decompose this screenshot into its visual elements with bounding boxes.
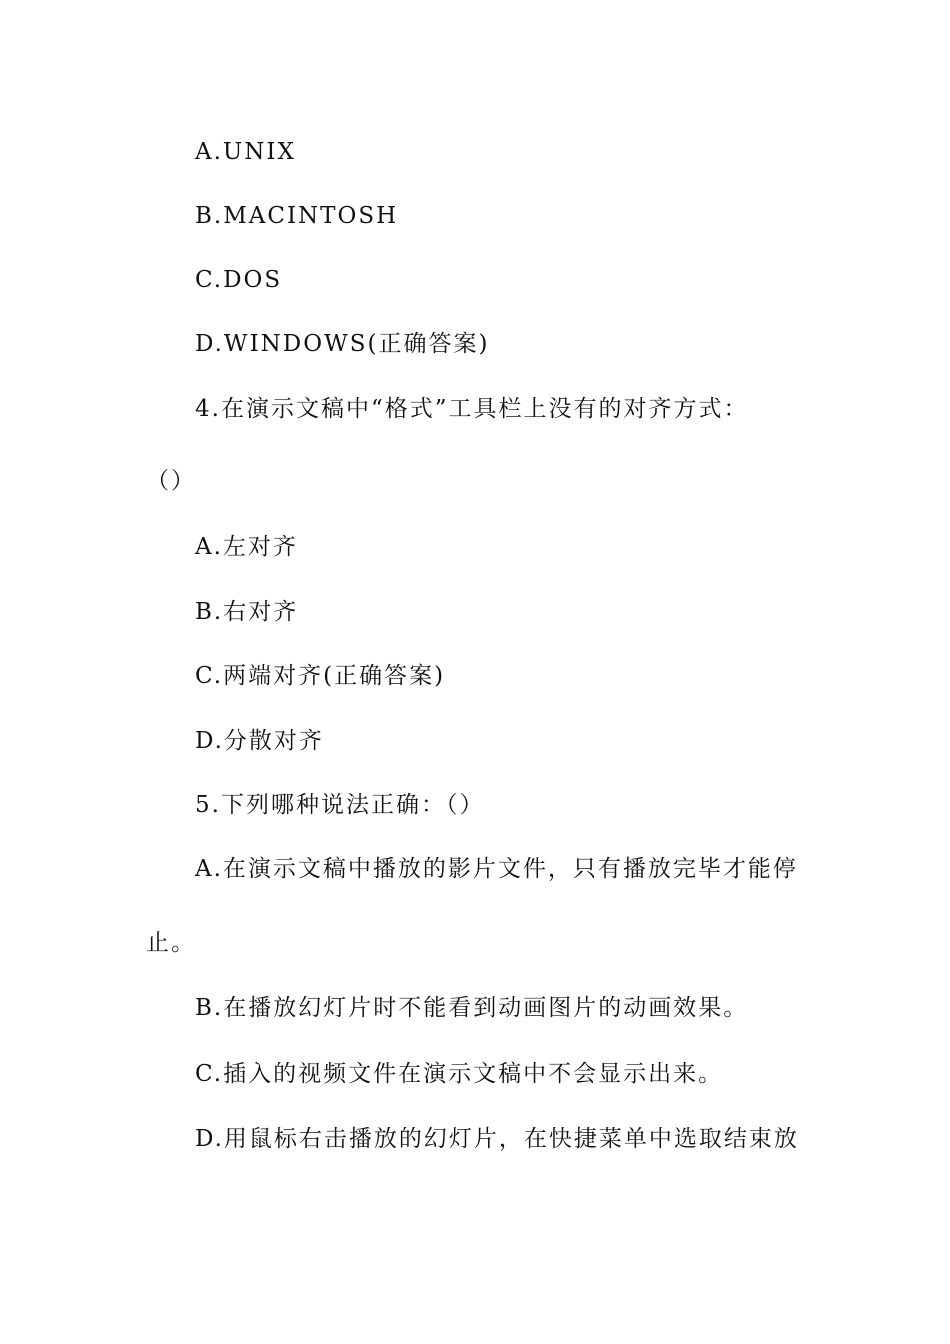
q4-option-c: C.两端对齐(正确答案) bbox=[195, 663, 446, 689]
question-4-blank: （） bbox=[146, 468, 196, 494]
option-b-macintosh: B.MACINTOSH bbox=[195, 203, 399, 229]
q5-option-a: A.在演示文稿中播放的影片文件，只有播放完毕才能停 bbox=[195, 856, 798, 882]
q5-option-b: B.在播放幻灯片时不能看到动画图片的动画效果。 bbox=[195, 995, 749, 1021]
option-d-windows: D.WINDOWS(正确答案) bbox=[195, 331, 490, 357]
q4-option-b: B.右对齐 bbox=[195, 599, 299, 625]
q5-option-d: D.用鼠标右击播放的幻灯片，在快捷菜单中选取结束放 bbox=[195, 1126, 799, 1152]
q5-option-a-continued: 止。 bbox=[146, 930, 196, 956]
option-a-unix: A.UNIX bbox=[195, 139, 296, 165]
question-5: 5.下列哪种说法正确：（） bbox=[195, 792, 485, 818]
q4-option-d: D.分散对齐 bbox=[195, 728, 324, 754]
q4-option-a: A.左对齐 bbox=[195, 534, 298, 560]
option-c-dos: C.DOS bbox=[195, 267, 283, 293]
question-4: 4.在演示文稿中“格式”工具栏上没有的对齐方式： bbox=[195, 396, 749, 422]
q5-option-c: C.插入的视频文件在演示文稿中不会显示出来。 bbox=[195, 1061, 724, 1087]
